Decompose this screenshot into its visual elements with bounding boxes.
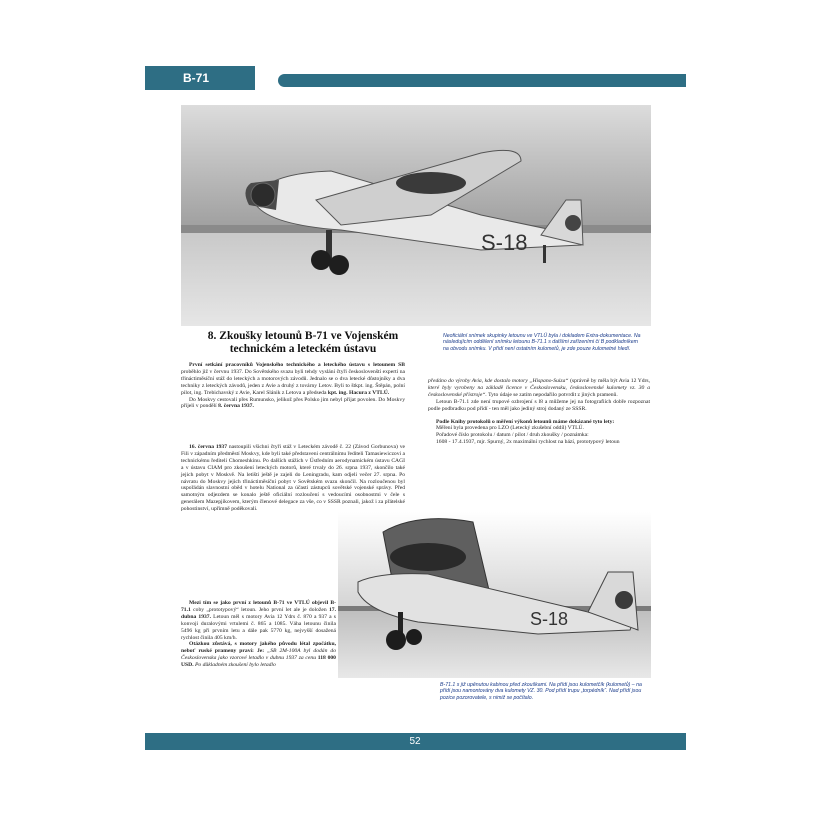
photo-caption-top: Neoficiální snímek skupinky letounu ve VTLÚ byla i dokladem Extra-dokumentace. Na následujícím oddělení snímku letounu B-71.1 s dalšími zařízeními či B podkladníkem na obvodu snímku. V přidí není ostatním kulometů, je zde pouze kulometné hledí.: [443, 333, 641, 352]
left-column-3: [181, 600, 336, 669]
right-p4: Pořadové číslo protokolu / datum / pilot / druh zkoušky / poznámka:: [436, 432, 589, 439]
left-p4-bold2: 17. dubna 1937.: [181, 606, 336, 620]
photo-caption-bottom: B-71.1 s již upěnutou kabinou před zkouškami. Na přídi jsou kulometčík (kulometů) – na přídi jsou namontovány dva kulomety VZ. 30. Pod přídí trupu „torpédník“. Nad přídí jsou pozice pozorovatele, s nimiž se počítalo.: [440, 682, 642, 701]
left-p5-italic: „SB 2M-100A byl dodán do Československa jako vzorové letadlo v dubnu 1937 za cenu: [181, 648, 336, 662]
aircraft-marking-bottom: S-18: [530, 609, 569, 629]
right-p3: Měření byla provedena pro LZO (Letecký zkušební oddíl) VTLÚ.: [436, 425, 584, 432]
left-p5-bold: Otázkou zůstává, s motory jakého původu létal zpočátku, neboť ruské prameny praví: Je:: [181, 641, 336, 655]
left-p4-bold: Mezi tím se jako první z letounů B-71 ve VTLÚ objevil B-71.1: [181, 600, 336, 613]
right-p5: 1608 - 17.4.1937, mjr. Spurný, 2x maximální rychlost na bází, prototypový letoun: [436, 439, 620, 446]
left-p3: nastoupili všichni čtyři stáž v Leteckém závodě č. 22 (Závod Gorbunova) ve Fili v západním předměstí Moskvy, kde byli také představeni centrálnímu řediteli Tamasiewiczovi a technickému řediteli Chomeshkinu. Po dalších stážích v Ústředním aerodynamickém ústavu CAGI a v ústavu CIAM pro zkoušení leteckých motorů, které trvaly do 26. srpna 1937, skončilo také jejich pobyt v Moskvě. Na letišti ještě je zajeli do Leningradu, kam odjeli večer 27. srpna. Po návratu do Moskvy jejich třináctiměsíční pobyt v Sovětském svazu skončil. Na rozloučenou byl uspořádán slavnostní oběd v hotelu National za účasti zástupců sovětské vojenské správy. Před samotným odjezdem se konalo ještě oficiální rozloučení s vedoucími osobnostmi v čele s generálem Mazepjikovem, kterým členové delegace za vše, co v SSSR poznali, jakož i za přátelské pohostinství, upřímně poděkovali.: [181, 444, 405, 513]
right-p1: (správně by měla být Avia 12 Ydrs,: [568, 378, 650, 384]
left-p1-bold: První setkání pracovníků Vojenského technického a leteckého ústavu s letounem SB: [189, 362, 405, 368]
left-p1-bold2: kpt. ing. Hacura z VTLÚ.: [326, 389, 390, 396]
page-number: 52: [409, 736, 421, 747]
aircraft-photo-bottom: [338, 512, 651, 678]
right-p1-italic: předáno do výroby Avia, kde dostalo motory „Hispano-Suiza“: [428, 378, 569, 384]
left-p2: Do Moskvy cestovali přes Rumunsko, jelikož přes Polsko jim nebyl přijat povolen. Do Moskvy přijeli v pondělí: [181, 396, 405, 410]
left-p1: proběhlo již v červnu 1937. Do Sovětského svazu byli tehdy vysláni čtyři českoslovenští experti na třináctiměsíční stáž do leteckých a motorových závodů. Jednalo se o dva letecké důstojníky a dva techniky z leteckých závodů, jeden z Avie a druhý z továrny Letov. Byli to štkpt. ing. Štěpán, polní pilot, ing. Trebichavský z Avie, Karel Slánik z Letova a předseda: [181, 368, 405, 396]
chapter-tab-label: B-71: [183, 71, 210, 85]
right-p1b: Tyto údaje se zatím nepodařilo potvrdit z jiných pramenů.: [486, 391, 618, 398]
right-p1-italic2: které byly vyrobeny na základě licence v Československu, československé kulomety vz. 30 a československé přístroje“.: [428, 384, 650, 398]
aircraft-photo-top: [181, 105, 651, 326]
header-bar: [278, 74, 686, 87]
right-subheading: Podle Knihy protokolů o měření výkonů letounů máme dokázané tyto lety:: [436, 418, 615, 425]
left-column-2: [181, 444, 405, 513]
left-p5-italic2: Po důkladném zkoušení bylo letadlo: [193, 662, 276, 669]
left-p4: coby „prototypový“ letoun. Jeho první let ale je doložen: [190, 606, 327, 613]
section-heading: 8. Zkoušky letounů B-71 ve Vojenském technickém a leteckém ústavu: [207, 330, 399, 355]
chapter-tab: [145, 66, 255, 90]
right-column: [428, 378, 650, 446]
left-column: [181, 362, 405, 410]
left-p2-bold: 8. června 1937.: [216, 403, 254, 410]
left-p4b: Letoun měl s motory Avia 12 Ydrs č. 870 a 937 a s konvoji duralovými vrtulemi č. 865 a 1085. Váha letounu činila 5496 kg při prvním letu a dále pak 5770 kg, nejvyšší dosažená rychlost činila 405 km/h.: [181, 613, 336, 641]
left-p5-bold2: 118 000 USD.: [181, 655, 336, 669]
aircraft-marking-top: S-18: [481, 230, 528, 255]
left-p3-bold: 16. června 1937: [189, 444, 228, 450]
right-p2: Letoun B-71.1 zde není trupové ozbrojení s l8 a můžeme jej na fotografiích dobře rozpoznat podle podbradku pod přídí - ten měl jako jediný stroj dodaný ze SSSR.: [428, 398, 650, 412]
